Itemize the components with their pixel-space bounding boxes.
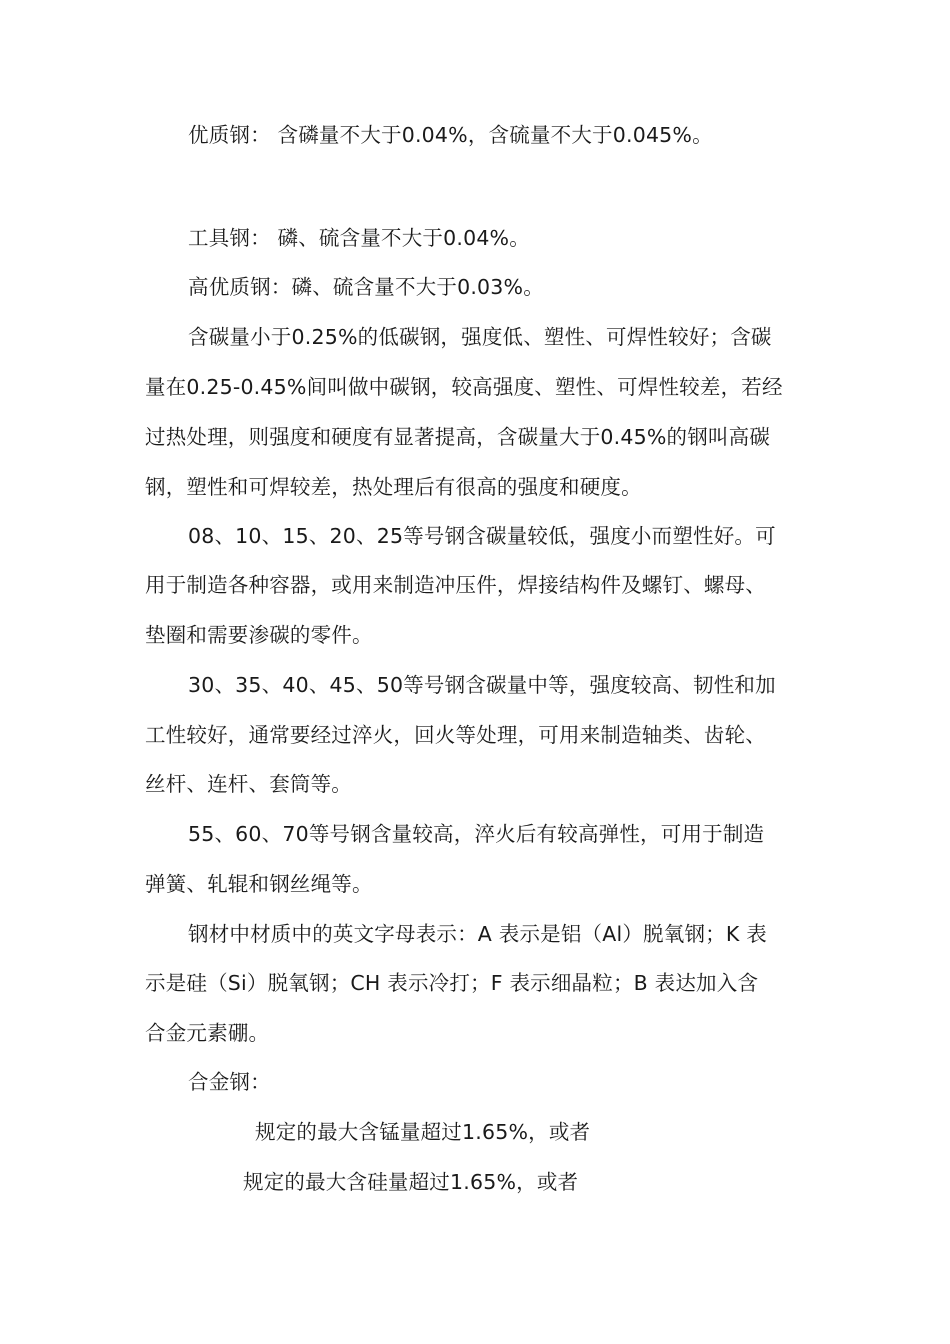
carbon-paragraph-line-3: 过热处理，则强度和硬度有显著提高，含碳量大于0.45%的钢叫高碳 <box>145 425 771 449</box>
tool-steel-line: 工具钢： 磷、硫含量不大于0.04%。 <box>188 226 530 250</box>
alloy-rule-manganese: 规定的最大含锰量超过1.65%，或者 <box>255 1120 591 1144</box>
alloy-steel-heading: 合金钢： <box>188 1070 271 1094</box>
high-carbon-grades-line-2: 弹簧、轧辊和钢丝绳等。 <box>145 872 373 896</box>
low-carbon-grades-line-1: 08、10、15、20、25等号钢含碳量较低，强度小而塑性好。可 <box>188 524 776 548</box>
letter-codes-line-1: 钢材中材质中的英文字母表示：A 表示是铝（Al）脱氧钢；K 表 <box>188 922 767 946</box>
high-quality-steel-line: 高优质钢：磷、硫含量不大于0.03%。 <box>188 275 544 299</box>
letter-codes-line-3: 合金元素硼。 <box>145 1021 270 1045</box>
medium-carbon-grades-line-2: 工性较好，通常要经过淬火，回火等处理，可用来制造轴类、齿轮、 <box>145 723 766 747</box>
medium-carbon-grades-line-3: 丝杆、连杆、套筒等。 <box>145 772 352 796</box>
letter-codes-line-2: 示是硅（Si）脱氧钢；CH 表示冷打；F 表示细晶粒；B 表达加入含 <box>145 971 759 995</box>
low-carbon-grades-line-3: 垫圈和需要渗碳的零件。 <box>145 623 373 647</box>
medium-carbon-grades-line-1: 30、35、40、45、50等号钢含碳量中等，强度较高、韧性和加 <box>188 673 776 697</box>
alloy-rule-silicon: 规定的最大含硅量超过1.65%，或者 <box>243 1170 579 1194</box>
low-carbon-grades-line-2: 用于制造各种容器，或用来制造冲压件，焊接结构件及螺钉、螺母、 <box>145 573 766 597</box>
quality-steel-line: 优质钢： 含磷量不大于0.04%，含硫量不大于0.045%。 <box>188 123 713 147</box>
carbon-paragraph-line-1: 含碳量小于0.25%的低碳钢，强度低、塑性、可焊性较好；含碳 <box>188 325 772 349</box>
carbon-paragraph-line-2: 量在0.25-0.45%间叫做中碳钢，较高强度、塑性、可焊性较差，若经 <box>145 375 783 399</box>
high-carbon-grades-line-1: 55、60、70等号钢含量较高，淬火后有较高弹性，可用于制造 <box>188 822 765 846</box>
carbon-paragraph-line-4: 钢，塑性和可焊较差，热处理后有很高的强度和硬度。 <box>145 475 642 499</box>
